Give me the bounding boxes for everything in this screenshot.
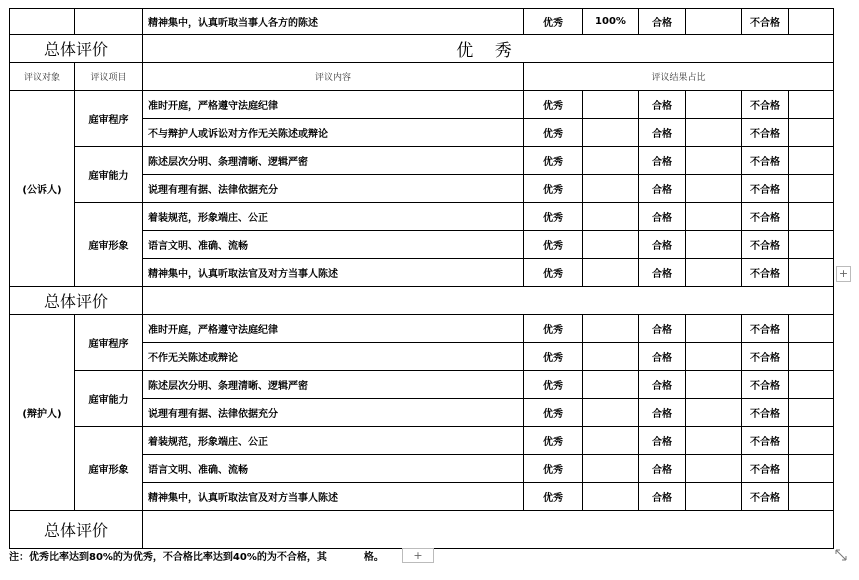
excellent-cell[interactable]: 优秀 <box>524 175 583 203</box>
excellent-cell[interactable]: 优秀 <box>524 315 583 343</box>
fail-percent-cell[interactable] <box>789 259 834 287</box>
criterion-cell[interactable]: 精神集中，认真听取当事人各方的陈述 <box>143 9 524 35</box>
evaluation-row <box>10 315 834 343</box>
fail-percent-cell[interactable] <box>789 483 834 511</box>
pass-percent-cell[interactable] <box>686 343 742 371</box>
excellent-cell[interactable]: 优秀 <box>524 343 583 371</box>
excellent-percent-cell[interactable] <box>583 147 639 175</box>
fail-cell[interactable]: 不合格 <box>742 259 789 287</box>
excellent-cell[interactable]: 优秀 <box>524 371 583 399</box>
pass-percent-cell[interactable] <box>686 259 742 287</box>
fail-percent-cell[interactable] <box>789 231 834 259</box>
evaluation-document <box>9 8 833 549</box>
evaluation-row <box>10 91 834 119</box>
summary-row <box>10 287 834 315</box>
table-row <box>10 9 834 35</box>
excellent-cell[interactable]: 优秀 <box>524 9 583 35</box>
header-content[interactable]: 评议内容 <box>143 63 524 91</box>
summary-label[interactable]: 总体评价 <box>10 511 143 549</box>
fail-cell[interactable]: 不合格 <box>742 231 789 259</box>
pass-cell[interactable]: 合格 <box>639 9 686 35</box>
pass-cell[interactable]: 合格 <box>639 399 686 427</box>
evaluation-row <box>10 371 834 399</box>
excellent-cell[interactable]: 优秀 <box>524 483 583 511</box>
excellent-percent-cell[interactable] <box>583 483 639 511</box>
pass-cell[interactable]: 合格 <box>639 427 686 455</box>
fail-cell[interactable]: 不合格 <box>742 427 789 455</box>
add-row-button[interactable] <box>402 548 434 563</box>
criterion-cell[interactable]: 说理有理有据、法律依据充分 <box>143 399 524 427</box>
excellent-cell[interactable]: 优秀 <box>524 119 583 147</box>
fail-percent-cell[interactable] <box>789 203 834 231</box>
excellent-cell[interactable]: 优秀 <box>524 399 583 427</box>
criterion-cell[interactable]: 语言文明、准确、流畅 <box>143 455 524 483</box>
item-cell[interactable]: 庭审形象 <box>75 203 143 287</box>
prosecutor-section <box>10 91 834 287</box>
header-result[interactable]: 评议结果占比 <box>524 63 834 91</box>
fail-percent-cell[interactable] <box>789 343 834 371</box>
pass-cell[interactable]: 合格 <box>639 175 686 203</box>
fail-percent-cell[interactable] <box>789 315 834 343</box>
pass-percent-cell[interactable] <box>686 175 742 203</box>
fail-cell[interactable]: 不合格 <box>742 175 789 203</box>
header-item[interactable]: 评议项目 <box>75 63 143 91</box>
footnote <box>9 548 384 563</box>
pass-percent-cell[interactable] <box>686 91 742 119</box>
excellent-cell[interactable]: 优秀 <box>524 259 583 287</box>
fail-cell[interactable]: 不合格 <box>742 399 789 427</box>
summary-label[interactable]: 总体评价 <box>10 287 143 315</box>
excellent-percent-cell[interactable] <box>583 455 639 483</box>
criterion-cell[interactable]: 着装规范，形象端庄、公正 <box>143 427 524 455</box>
fail-cell[interactable]: 不合格 <box>742 91 789 119</box>
excellent-percent-cell[interactable] <box>583 175 639 203</box>
excellent-percent-cell[interactable]: 100% <box>583 9 639 35</box>
excellent-cell[interactable]: 优秀 <box>524 455 583 483</box>
fail-percent-cell[interactable] <box>789 399 834 427</box>
item-cell[interactable]: 庭审能力 <box>75 147 143 203</box>
table-cell[interactable] <box>75 9 143 35</box>
excellent-percent-cell[interactable] <box>583 371 639 399</box>
pass-percent-cell[interactable] <box>686 9 742 35</box>
evaluation-row <box>10 427 834 455</box>
pass-percent-cell[interactable] <box>686 231 742 259</box>
pass-cell[interactable]: 合格 <box>639 315 686 343</box>
excellent-percent-cell[interactable] <box>583 427 639 455</box>
fail-percent-cell[interactable] <box>789 455 834 483</box>
item-cell[interactable]: 庭审程序 <box>75 315 143 371</box>
excellent-cell[interactable]: 优秀 <box>524 231 583 259</box>
summary-row <box>10 511 834 549</box>
pass-cell[interactable]: 合格 <box>639 259 686 287</box>
excellent-percent-cell[interactable] <box>583 315 639 343</box>
pass-cell[interactable]: 合格 <box>639 203 686 231</box>
excellent-percent-cell[interactable] <box>583 119 639 147</box>
item-cell[interactable]: 庭审形象 <box>75 427 143 511</box>
criterion-cell[interactable]: 精神集中，认真听取法官及对方当事人陈述 <box>143 483 524 511</box>
fail-percent-cell[interactable] <box>789 119 834 147</box>
fail-cell[interactable]: 不合格 <box>742 119 789 147</box>
fail-cell[interactable]: 不合格 <box>742 455 789 483</box>
pass-cell[interactable]: 合格 <box>639 231 686 259</box>
add-column-button[interactable] <box>836 266 851 282</box>
table-cell[interactable] <box>10 9 75 35</box>
pass-cell[interactable]: 合格 <box>639 91 686 119</box>
pass-percent-cell[interactable] <box>686 455 742 483</box>
item-cell[interactable]: 庭审程序 <box>75 91 143 147</box>
excellent-percent-cell[interactable] <box>583 399 639 427</box>
fail-percent-cell[interactable] <box>789 371 834 399</box>
criterion-cell[interactable]: 不与辩护人或诉讼对方作无关陈述或辩论 <box>143 119 524 147</box>
pass-percent-cell[interactable] <box>686 119 742 147</box>
summary-value[interactable]: 优 秀 <box>143 35 834 63</box>
excellent-cell[interactable]: 优秀 <box>524 91 583 119</box>
evaluation-row <box>10 203 834 231</box>
excellent-cell[interactable]: 优秀 <box>524 203 583 231</box>
pass-percent-cell[interactable] <box>686 371 742 399</box>
pass-percent-cell[interactable] <box>686 483 742 511</box>
excellent-percent-cell[interactable] <box>583 203 639 231</box>
criterion-cell[interactable]: 陈述层次分明、条理清晰、逻辑严密 <box>143 371 524 399</box>
excellent-cell[interactable]: 优秀 <box>524 147 583 175</box>
summary-row <box>10 35 834 63</box>
fail-percent-cell[interactable] <box>789 9 834 35</box>
excellent-percent-cell[interactable] <box>583 91 639 119</box>
defender-section <box>10 315 834 511</box>
criterion-cell[interactable]: 精神集中，认真听取法官及对方当事人陈述 <box>143 259 524 287</box>
criterion-cell[interactable]: 准时开庭，严格遵守法庭纪律 <box>143 315 524 343</box>
diagonal-resize-icon[interactable] <box>834 548 848 562</box>
footnote-text: 注：优秀比率达到80%的为优秀，不合格比率达到40%的为不合格，其 <box>9 552 327 563</box>
criterion-cell[interactable]: 不作无关陈述或辩论 <box>143 343 524 371</box>
header-object[interactable]: 评议对象 <box>10 63 75 91</box>
summary-value[interactable] <box>143 287 834 315</box>
evaluation-row <box>10 147 834 175</box>
pass-cell[interactable]: 合格 <box>639 483 686 511</box>
pass-cell[interactable]: 合格 <box>639 147 686 175</box>
pass-percent-cell[interactable] <box>686 427 742 455</box>
plus-icon: + <box>838 267 849 280</box>
evaluation-table <box>9 8 834 549</box>
pass-percent-cell[interactable] <box>686 147 742 175</box>
header-row <box>10 63 834 91</box>
fail-cell[interactable]: 不合格 <box>742 9 789 35</box>
pass-cell[interactable]: 合格 <box>639 119 686 147</box>
fail-cell[interactable]: 不合格 <box>742 343 789 371</box>
pass-percent-cell[interactable] <box>686 203 742 231</box>
footnote-tail: 格。 <box>363 552 384 563</box>
excellent-percent-cell[interactable] <box>583 343 639 371</box>
fail-percent-cell[interactable] <box>789 427 834 455</box>
excellent-percent-cell[interactable] <box>583 259 639 287</box>
pass-cell[interactable]: 合格 <box>639 455 686 483</box>
item-cell[interactable]: 庭审能力 <box>75 371 143 427</box>
fail-percent-cell[interactable] <box>789 147 834 175</box>
fail-cell[interactable]: 不合格 <box>742 147 789 175</box>
pass-percent-cell[interactable] <box>686 399 742 427</box>
fail-cell[interactable]: 不合格 <box>742 371 789 399</box>
pass-percent-cell[interactable] <box>686 315 742 343</box>
criterion-cell[interactable]: 说理有理有据、法律依据充分 <box>143 175 524 203</box>
excellent-percent-cell[interactable] <box>583 231 639 259</box>
excellent-cell[interactable]: 优秀 <box>524 427 583 455</box>
fail-percent-cell[interactable] <box>789 175 834 203</box>
party-cell[interactable]: (公诉人) <box>10 91 75 287</box>
criterion-cell[interactable]: 着装规范，形象端庄、公正 <box>143 203 524 231</box>
fail-cell[interactable]: 不合格 <box>742 203 789 231</box>
criterion-cell[interactable]: 陈述层次分明、条理清晰、逻辑严密 <box>143 147 524 175</box>
pass-cell[interactable]: 合格 <box>639 371 686 399</box>
summary-value[interactable] <box>143 511 834 549</box>
fail-cell[interactable]: 不合格 <box>742 315 789 343</box>
criterion-cell[interactable]: 准时开庭，严格遵守法庭纪律 <box>143 91 524 119</box>
summary-label[interactable]: 总体评价 <box>10 35 143 63</box>
pass-cell[interactable]: 合格 <box>639 343 686 371</box>
criterion-cell[interactable]: 语言文明、准确、流畅 <box>143 231 524 259</box>
plus-icon: + <box>413 549 423 562</box>
party-cell[interactable]: (辩护人) <box>10 315 75 511</box>
fail-cell[interactable]: 不合格 <box>742 483 789 511</box>
fail-percent-cell[interactable] <box>789 91 834 119</box>
